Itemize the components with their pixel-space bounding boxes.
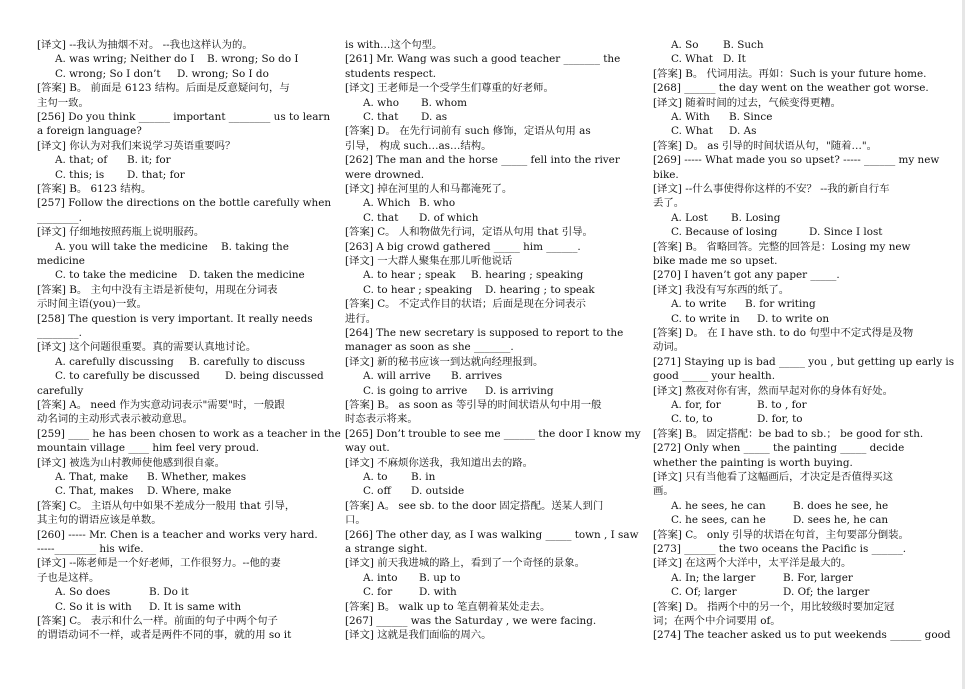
text-line: [答案] B。 6123 结构。 — [37, 183, 152, 195]
text-line: [257] Follow the directions on the bottle carefully when — [37, 197, 332, 210]
answer-options-row — [345, 470, 629, 484]
answer-options-row — [37, 168, 321, 182]
option-left: A. With — [671, 111, 710, 123]
answer-options-row — [37, 240, 321, 254]
option-right: D. As — [729, 125, 757, 138]
option-right: D. It — [723, 53, 746, 66]
text-line: [译文] 我没有写东西的纸了。 — [653, 283, 790, 296]
answer-options-row — [37, 153, 321, 167]
answer-options-row — [37, 585, 321, 599]
option-right: D. as — [421, 111, 448, 124]
option-left: A. will arrive — [363, 370, 431, 383]
answer-options-row — [653, 297, 937, 311]
option-right: B. up to — [419, 571, 461, 584]
text-line: [答案] A。 see sb. to the door 固定搭配。送某人到门 — [345, 499, 604, 512]
option-left: A. to — [363, 471, 388, 484]
text-line: [271] Staying up is bad _____ you , but getting up early is — [653, 355, 955, 368]
option-left: C. What — [671, 125, 713, 138]
text-line: [273] ______ the two oceans the Pacific is ______. — [653, 543, 907, 556]
answer-options-row — [345, 484, 629, 498]
text-line: [269] ----- What made you so upset? ----- ______ my new — [653, 154, 940, 167]
text-line: [译文] 一大群人聚集在那儿听他说话 — [345, 255, 513, 268]
text-line: [259] ____ he has been chosen to work as a teacher in the — [37, 427, 341, 440]
answer-options-row — [653, 225, 937, 239]
text-line: were drowned. — [345, 168, 425, 181]
option-right: B. Such — [723, 39, 764, 51]
text-line: [266] The other day, as I was walking _____ town , I saw — [345, 528, 639, 541]
text-line: [答案] B。 walk up to 笔直朝着某处走去。 — [345, 600, 551, 613]
option-right: B. Losing — [731, 211, 781, 224]
option-left: C. Because of losing — [671, 226, 778, 239]
option-right: B. in — [411, 471, 436, 484]
option-left: A. In; the larger — [671, 571, 756, 584]
option-left: C. What — [671, 53, 713, 66]
text-line: 画。 — [653, 485, 674, 498]
text-line: 进行。 — [345, 312, 377, 325]
answer-options-row — [345, 110, 629, 124]
text-line: [256] Do you think ______ important ________ us to learn — [37, 111, 331, 123]
text-line: [258] The question is very important. It really needs — [37, 312, 313, 325]
option-right: D. outside — [411, 485, 465, 498]
option-left: C. Of; larger — [671, 586, 737, 599]
option-right: B. For, larger — [783, 571, 853, 584]
option-left: A. into — [363, 571, 398, 584]
option-left: A. for, for — [671, 399, 721, 412]
answer-options-row — [653, 38, 937, 52]
text-line: [译文] 前天我进城的路上，看到了一个奇怪的景象。 — [345, 557, 586, 570]
text-line: [译文] 这就是我们面临的周六。 — [345, 629, 492, 642]
text-line: carefully — [37, 384, 84, 397]
option-left: A. carefully discussing — [55, 355, 174, 368]
option-left: C. wrong; So I don’t — [55, 67, 161, 80]
text-line: [答案] C。 only 引导的状语在句首，主句要部分倒装。 — [653, 528, 909, 541]
text-line: [264] The new secretary is supposed to report to the — [345, 327, 624, 340]
text-line: [答案] B。 前面是 6123 结构。后面是反意疑问句，与 — [37, 82, 290, 95]
text-line: [270] I haven’t got any paper _____. — [653, 269, 840, 282]
text-line: [答案] C。 表示和什么一样。前面的句子中两个句子 — [37, 615, 278, 628]
text-line: [译文] 你认为对我们来说学习英语重要吗？ — [37, 139, 236, 152]
option-left: C. is going to arrive — [363, 384, 468, 397]
text-line: [答案] B。 代词用法。再如：Such is your future home. — [653, 67, 927, 80]
text-line: 词；在两个中介词要用 of。 — [653, 615, 781, 628]
text-line: [译文] 掉在河里的人和马都淹死了。 — [345, 183, 513, 196]
text-line: [译文] 熬夜对你有害，然而早起对你的身体有好处。 — [653, 384, 894, 397]
option-left: C. that — [363, 111, 399, 124]
text-line: [译文] --什么事使得你这样的不安？ --我的新自行车 — [653, 183, 890, 195]
answer-options-row — [345, 196, 629, 210]
answer-options-row — [345, 384, 629, 398]
text-line: [答案] B。 固定搭配：be bad to sb.； be good for sth. — [653, 427, 924, 440]
text-line: [译文] --我认为抽烟不对。 --我也这样认为的。 — [37, 39, 253, 51]
option-left: A. that; of — [55, 154, 108, 167]
text-line: [263] A big crowd gathered _____ him ______. — [345, 240, 581, 253]
text-line: bike. — [653, 168, 679, 181]
option-right: D. hearing ; to speak — [485, 283, 595, 296]
option-right: D. Where, make — [147, 485, 232, 498]
text-line: students respect. — [345, 67, 437, 80]
text-line: a strange sight. — [345, 543, 428, 556]
option-right: B. Since — [729, 111, 773, 123]
option-left: A. Which — [363, 197, 411, 210]
answer-options-row — [37, 268, 321, 282]
text-line: 子也是这样。 — [37, 571, 100, 584]
option-left: C. That, makes — [55, 485, 134, 498]
text-line: ________. — [37, 211, 82, 224]
option-left: A. So — [671, 39, 699, 51]
answer-options-row — [37, 52, 321, 66]
option-left: C. he sees, can he — [671, 514, 766, 527]
option-right: B. hearing ; speaking — [471, 269, 584, 282]
text-line: 丢了。 — [653, 197, 685, 210]
answer-options-row — [653, 110, 937, 124]
text-line: [262] The man and the horse _____ fell into the river — [345, 154, 620, 167]
option-right: D. for, to — [757, 413, 803, 426]
text-line: [答案] D。 在 I have sth. to do 句型中不定式得是及物 — [653, 327, 914, 339]
text-line: [260] ----- Mr. Chen is a teacher and works very hard. — [37, 528, 318, 541]
text-line: [译文] 不麻烦你送我，我知道出去的路。 — [345, 456, 534, 469]
text-line: [答案] D。 as 引导的时间状语从句，"随着…"。 — [653, 139, 878, 152]
answer-options-row — [653, 499, 937, 513]
text-line: [答案] B。 as soon as 等引导的时间状语从句中用一般 — [345, 399, 602, 412]
text-line: [答案] C。 不定式作目的状语；后面是现在分词表示 — [345, 298, 586, 311]
option-right: B. who — [419, 197, 456, 210]
option-left: A. So does — [55, 586, 111, 599]
answer-options-row — [345, 268, 629, 282]
option-right: B. taking the — [221, 240, 289, 253]
option-right: B. Whether, makes — [147, 471, 247, 484]
option-right: B. does he see, he — [793, 499, 889, 512]
option-right: B. to , for — [757, 399, 807, 412]
text-line: [答案] A。 need 作为实意动词表示"需要"时，一般跟 — [37, 399, 285, 412]
option-right: B. wrong; So do I — [207, 53, 299, 66]
option-left: C. to write in — [671, 312, 740, 325]
text-line: 其主句的谓语应该是单数。 — [37, 514, 162, 527]
option-left: C. to hear ; speaking — [363, 283, 473, 296]
text-line: way out. — [345, 442, 390, 455]
option-right: D. being discussed — [225, 370, 324, 383]
text-line: [答案] C。 主语从句中如果不差成分一般用 that 引导， — [37, 499, 296, 512]
answer-options-row — [653, 312, 937, 326]
answer-options-row — [345, 571, 629, 585]
option-right: B. whom — [421, 96, 467, 109]
option-left: C. this; is — [55, 168, 105, 181]
answer-options-row — [653, 412, 937, 426]
column-2 — [345, 38, 641, 643]
text-line: 示时间主语(you)一致。 — [37, 298, 148, 311]
text-line: a foreign language? — [37, 125, 142, 138]
option-left: C. to take the medicine — [55, 269, 178, 282]
answer-options-row — [37, 484, 321, 498]
text-line: 时态表示将来。 — [345, 413, 418, 426]
text-line: [267] ______ was the Saturday , we were facing. — [345, 615, 597, 628]
answer-options-row — [345, 96, 629, 110]
text-line: 的谓语动词不一样，或者是两件不同的事，就的用 so it — [37, 629, 292, 642]
text-line: good _____ your health. — [653, 370, 776, 383]
option-right: D. with — [419, 586, 457, 599]
column-3 — [653, 38, 955, 643]
text-line: [译文] 这个问题很重要。真的需要认真地讨论。 — [37, 341, 257, 354]
text-line: [译文] 只有当他看了这幅画后，才决定是否值得买这 — [653, 471, 894, 484]
answer-options-row — [345, 369, 629, 383]
text-line: whether the painting is worth buying. — [653, 456, 853, 469]
option-left: C. to carefully be discussed — [55, 370, 200, 383]
option-left: C. for — [363, 586, 393, 599]
text-line: [答案] C。 人和物做先行词，定语从句用 that 引导。 — [345, 226, 593, 239]
page-edge — [962, 0, 965, 689]
option-left: A. you will take the medicine — [55, 240, 208, 253]
text-line: is with…这个句型。 — [345, 39, 443, 51]
answer-options-row — [653, 211, 937, 225]
option-left: C. So it is with — [55, 600, 132, 613]
answer-options-row — [653, 124, 937, 138]
option-right: D. It is same with — [149, 600, 242, 613]
text-line: [261] Mr. Wang was such a good teacher _______ the — [345, 53, 621, 66]
option-right: D. taken the medicine — [189, 269, 305, 282]
option-right: D. of which — [419, 211, 479, 224]
text-line: [268] ______ the day went on the weather got worse. — [653, 82, 929, 95]
option-right: B. it; for — [127, 154, 171, 167]
text-line: 引导， 构成 such…as…结构。 — [345, 139, 492, 152]
option-right: D. sees he, he can — [793, 514, 889, 527]
option-left: A. who — [363, 96, 399, 109]
option-right: D. wrong; So I do — [177, 67, 269, 80]
option-right: B. arrives — [451, 370, 503, 383]
option-right: D. that; for — [127, 168, 185, 181]
option-right: D. Since I lost — [809, 226, 883, 239]
answer-options-row — [37, 67, 321, 81]
text-line: ________. — [37, 327, 82, 340]
text-line: manager as soon as she _______. — [345, 341, 514, 354]
text-line: 动名词的主动形式表示被动意思。 — [37, 413, 193, 426]
option-left: C. off — [363, 485, 391, 498]
option-left: A. was wring; Neither do I — [55, 53, 195, 66]
option-right: B. for writing — [745, 298, 816, 311]
option-right: D. to write on — [757, 312, 830, 325]
option-right: B. carefully to discuss — [189, 355, 305, 368]
text-line: [译文] 新的秘书应该一到达就向经理报到。 — [345, 355, 544, 368]
option-left: A. he sees, he can — [671, 499, 766, 512]
text-line: [译文] --陈老师是一个好老师，工作很努力。--他的妻 — [37, 557, 281, 570]
text-line: [译文] 被选为山村教师使他感到很自豪。 — [37, 456, 226, 469]
answer-options-row — [37, 470, 321, 484]
column-1 — [37, 38, 341, 643]
option-left: A. That, make — [55, 471, 129, 484]
answer-options-row — [653, 398, 937, 412]
answer-options-row — [653, 571, 937, 585]
text-line: [答案] D。 在先行词前有 such 修饰，定语从句用 as — [345, 125, 591, 138]
text-line: mountain village ____ him feel very proud. — [37, 442, 260, 455]
text-line: [272] Only when _____ the painting _____ decide — [653, 442, 905, 455]
option-left: A. to hear ; speak — [363, 269, 456, 282]
text-line: [答案] D。 指两个中的另一个，用比较级时要加定冠 — [653, 600, 895, 613]
text-line: [译文] 随着时间的过去，气候变得更糟。 — [653, 96, 842, 109]
option-right: D. is arriving — [485, 384, 554, 397]
option-left: A. to write — [671, 298, 727, 311]
text-line: bike made me so upset. — [653, 255, 778, 267]
text-line: medicine — [37, 255, 85, 268]
answer-options-row — [345, 585, 629, 599]
text-line: [265] Don’t trouble to see me ______ the door I know my — [345, 427, 641, 440]
text-line: [答案] B。 主句中没有主语是祈使句，用现在分词表 — [37, 283, 278, 296]
text-line: [274] The teacher asked us to put weekends ______ good — [653, 629, 951, 642]
answer-options-row — [345, 211, 629, 225]
text-line: [译文] 在这两个大洋中，太平洋是最大的。 — [653, 557, 852, 570]
text-line: [译文] 王老师是一个受学生们尊重的好老师。 — [345, 82, 554, 95]
answer-options-row — [345, 283, 629, 297]
option-left: C. that — [363, 211, 399, 224]
text-line: 口。 — [345, 514, 366, 527]
answer-options-row — [653, 513, 937, 527]
answer-options-row — [37, 369, 324, 383]
answer-options-row — [653, 585, 937, 599]
answer-options-row — [37, 355, 321, 369]
option-left: A. Lost — [671, 211, 708, 224]
option-right: B. Do it — [149, 586, 189, 599]
text-line: 主句一致。 — [37, 96, 89, 109]
answer-options-row — [653, 52, 937, 66]
text-line: 动词。 — [653, 341, 685, 354]
text-line: -----________ his wife. — [37, 543, 144, 556]
answer-options-row — [37, 600, 321, 614]
option-left: C. to, to — [671, 413, 713, 426]
text-line: [译文] 仔细地按照药瓶上说明服药。 — [37, 226, 205, 239]
text-line: [答案] B。 省略回答。完整的回答是：Losing my new — [653, 240, 911, 253]
option-right: D. Of; the larger — [783, 586, 870, 599]
